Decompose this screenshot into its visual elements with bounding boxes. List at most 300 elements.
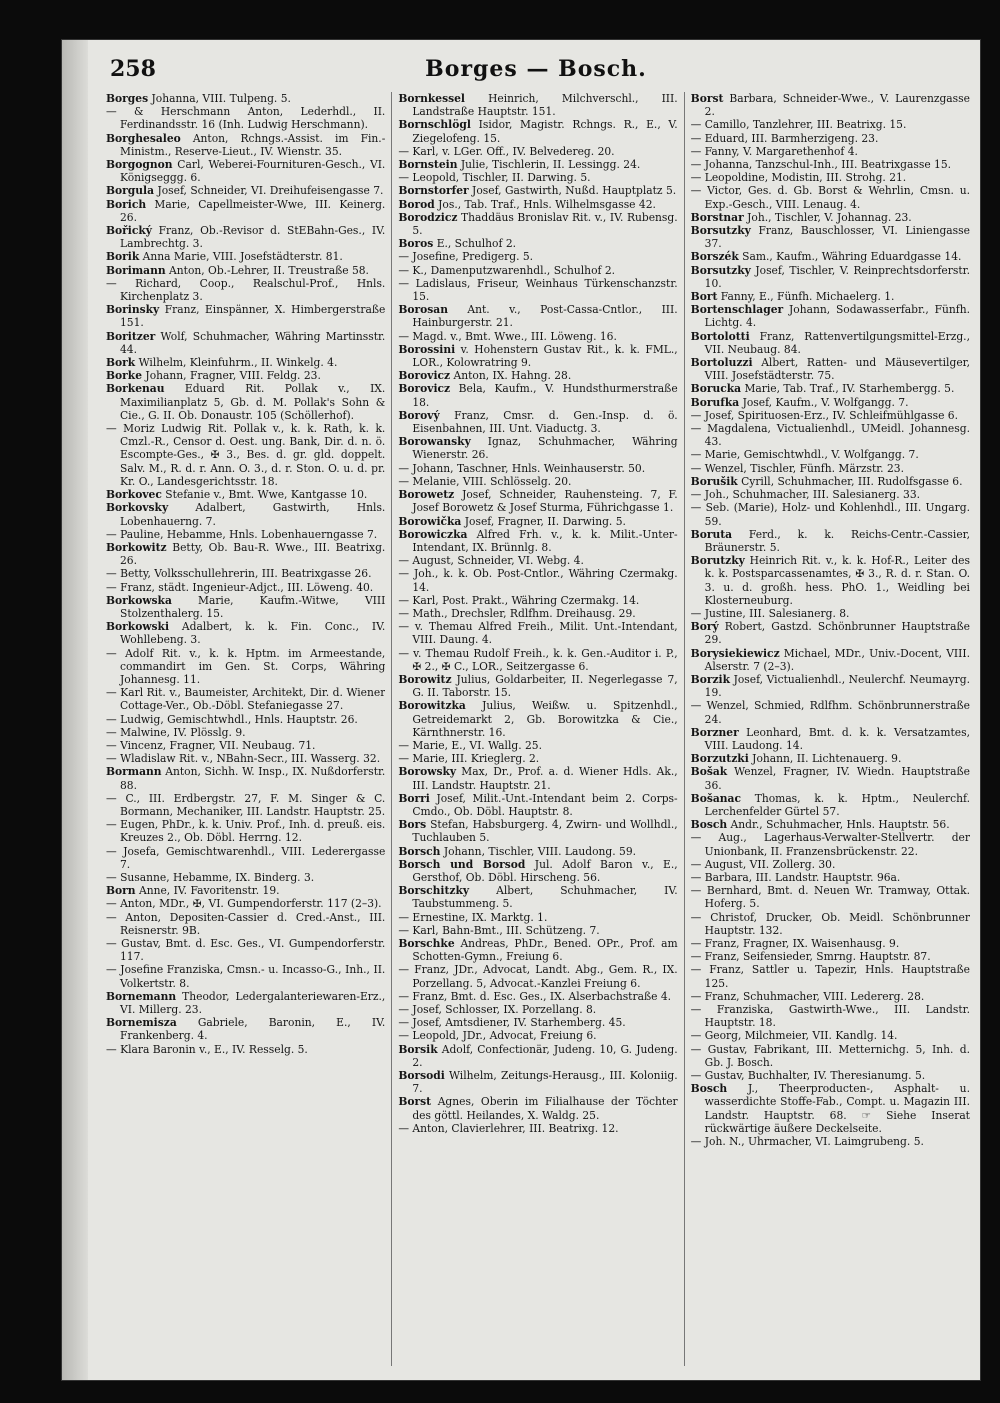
entry-details: — Joh. N., Uhrmacher, VI. Laimgrubeng. 5. [690,1135,924,1149]
entry-details: Gabriele, Baronin, E., IV. Frankenberg. 4. [120,1016,386,1043]
entry-details: — Gustav, Bmt. d. Esc. Ges., VI. Gumpendorferstr. 117. [106,937,386,964]
directory-entry [398,1016,677,1029]
directory-entry [691,1069,970,1082]
directory-entry [691,184,970,210]
entry-surname: Borysiekiewicz [690,646,780,660]
entry-details: v. Hohenstern Gustav Rit., k. k. FML., LOR., Kolowratring 9. [412,342,678,370]
entry-details: Josef, Milit.-Unt.-Intendant beim 2. Corps-Cmdo., Ob. Döbl. Hauptstr. 8. [412,791,678,818]
directory-entry [691,330,970,356]
directory-entry [691,448,970,461]
entry-surname: Bornemisza [106,1016,177,1030]
directory-entry [691,726,970,752]
entry-details: — Georg, Milchmeier, VII. Kandlg. 14. [690,1029,898,1043]
entry-details: Cyrill, Schuhmacher, III. Rudolfsgasse 6. [741,474,963,488]
directory-entry [398,963,677,989]
entry-surname: Bort [690,290,718,304]
directory-page [62,40,980,1380]
directory-entry [691,1043,970,1069]
directory-entry [398,765,677,791]
entry-details: Josef, Victualienhdl., Neulerchf. Neumayrg. 19. [704,672,970,700]
entry-details: Alfred Frh. v., k. k. Milit.-Unter-Intendant, IX. Brünnlg. 8. [412,527,678,554]
directory-entry [106,620,385,646]
directory-entry [398,118,677,144]
directory-entry [691,673,970,699]
entry-surname: Borovicz [398,382,451,396]
directory-entry [691,250,970,263]
directory-entry [106,818,385,844]
entry-surname: Borovicz [398,369,451,383]
entry-details: Johann, Sodawasserfabr., Fünfh. Lichtg. 4. [704,303,970,330]
entry-surname: Bork [106,356,136,370]
entry-details: Josef, Gastwirth, Nußd. Hauptplatz 5. [472,184,677,198]
entry-details: — C., III. Erdbergstr. 27, F. M. Singer & C. Bormann, Mechaniker, III. Landstr. Hauptstr. 25. [106,791,386,818]
entry-details: Stefanie v., Bmt. Wwe, Kantgasse 10. [165,488,368,502]
directory-entry [106,105,385,131]
directory-entry [106,1016,385,1042]
entry-surname: Borušik [690,474,738,488]
entry-surname: Borufka [690,395,740,409]
directory-entry [398,792,677,818]
directory-entry [691,409,970,422]
directory-entry [398,699,677,739]
entry-surname: Bormann [106,765,162,779]
directory-entry [398,184,677,197]
entry-details: — Karl Rit. v., Baumeister, Architekt, Dir. d. Wiener Cottage-Ver., Ob.-Döbl. Stefaniegasse 27. [106,686,386,713]
entry-details: Franz, Cmsr. d. Gen.-Insp. d. ö. Eisenbahnen, III. Unt. Viaductg. 3. [412,408,678,436]
directory-entry [398,475,677,488]
entry-details: Robert, Gastzd. Schönbrunner Hauptstraße 29. [704,620,970,647]
entry-surname: Bosch [690,818,728,832]
entry-details: — Leopoldine, Modistin, III. Strohg. 21. [690,171,907,185]
entry-details: — Franz, JDr., Advocat, Landt. Abg., Gem. R., IX. Porzellang. 5, Advocat.-Kanzlei Freiung 6. [398,963,678,990]
directory-entry [691,871,970,884]
directory-entry [398,739,677,752]
directory-entry [691,1135,970,1148]
entry-details: Wilhelm, Kleinfuhrm., II. Winkelg. 4. [138,356,338,370]
directory-entry [691,118,970,131]
entry-details: Max, Dr., Prof. a. d. Wiener Hdls. Ak., III. Landstr. Hauptstr. 21. [412,765,678,792]
entry-surname: Borucka [690,382,742,396]
entry-details: Anne, IV. Favoritenstr. 19. [138,884,280,898]
directory-columns [106,92,970,1366]
entry-details: — Richard, Coop., Realschul-Prof., Hnls. Kirchenplatz 3. [106,276,386,304]
directory-entry [691,290,970,303]
entry-surname: Bornschlögl [398,118,471,132]
entry-surname: Bors [398,818,427,832]
directory-entry [398,818,677,844]
entry-surname: Bošak [690,765,728,779]
entry-details: — Ladislaus, Friseur, Weinhaus Türkenschanzstr. 15. [398,276,678,304]
directory-entry [106,594,385,620]
entry-details: — Klara Baronin v., E., IV. Resselg. 5. [106,1042,308,1056]
entry-details: Carl, Weberei-Fournituren-Gesch., VI. Königseggg. 6. [120,158,386,185]
directory-entry [398,237,677,250]
directory-entry [398,488,677,514]
directory-entry [691,396,970,409]
directory-entry [691,1029,970,1042]
entry-surname: Borowetz [398,488,455,502]
directory-entry [106,884,385,897]
entry-surname: Borst [398,1095,432,1109]
entry-details: Anna Marie, VIII. Josefstädterstr. 81. [142,250,343,264]
directory-entry [106,911,385,937]
directory-entry [106,250,385,263]
entry-details: — Bernhard, Bmt. d. Neuen Wr. Tramway, Ottak. Hoferg. 5. [690,884,970,911]
entry-details: Marie, Kaufm.-Witwe, VIII Stolzenthalerg. 15. [120,593,386,620]
entry-details: Jos., Tab. Traf., Hnls. Wilhelmsgasse 42. [438,197,656,211]
directory-entry [398,92,677,118]
directory-entry [398,1029,677,1042]
column-left [106,92,385,1366]
directory-entry [691,765,970,791]
directory-entry [106,937,385,963]
directory-entry [398,515,677,528]
directory-entry [106,686,385,712]
entry-details: — Josef, Schlosser, IX. Porzellang. 8. [398,1003,597,1017]
running-title: Borges — Bosch. [425,56,647,82]
entry-surname: Bornkessel [398,92,465,105]
entry-details: Julius, Goldarbeiter, II. Negerlegasse 7, G. II. Taborstr. 15. [412,672,678,700]
directory-entry [106,541,385,567]
entry-details: Franz, Rattenvertilgungsmittel-Erzg., VII. Neubaug. 84. [704,329,970,356]
directory-entry [691,145,970,158]
entry-surname: Bornemann [106,989,177,1003]
directory-entry [691,990,970,1003]
entry-details: — Josef, Spirituosen-Erz., IV. Schleifmühlgasse 6. [690,408,958,422]
entry-details: — Karl, Bahn-Bmt., III. Schützeng. 7. [398,923,600,937]
directory-entry [106,382,385,422]
entry-details: Josef, Fragner, II. Darwing. 5. [464,514,626,528]
entry-details: Betty, Ob. Bau-R. Wwe., III. Beatrixg. 26. [120,540,386,568]
directory-entry [106,647,385,687]
directory-entry [398,211,677,237]
entry-details: Adalbert, k. k. Fin. Conc., IV. Wohllebeng. 3. [120,620,386,647]
entry-details: — Victor, Ges. d. Gb. Borst & Wehrlin, Cmsn. u. Exp.-Gesch., VIII. Lenaug. 4. [690,184,970,211]
entry-details: Johann, II. Lichtenauerg. 9. [752,752,902,766]
entry-surname: Borzner [690,725,739,739]
entry-details: Johann, Tischler, VIII. Laudong. 59. [443,844,637,858]
entry-details: Anton, Rchngs.-Assist. im Fin.-Ministm., Reserve-Lieut., IV. Wienstr. 35. [120,131,386,158]
entry-surname: Borsodi [398,1069,445,1083]
directory-entry [398,1122,677,1135]
entry-details: — Melanie, VIII. Schlösselg. 20. [398,474,572,488]
entry-details: Anton, Ob.-Lehrer, II. Treustraße 58. [169,263,369,277]
entry-details: — Franziska, Gastwirth-Wwe., III. Landstr. Hauptstr. 18. [690,1003,970,1030]
directory-entry [106,369,385,382]
entry-details: — Fanny, V. Margarethenhof 4. [690,144,858,158]
entry-details: — Josef, Amtsdiener, IV. Starhemberg. 45. [398,1016,626,1030]
entry-details: — Barbara, III. Landstr. Hauptstr. 96a. [690,870,901,884]
entry-surname: Borowansky [398,435,471,449]
entry-details: — Math., Drechsler, Rdlfhm. Dreihausg. 29. [398,606,636,620]
directory-entry [106,198,385,224]
directory-entry [398,990,677,1003]
directory-entry [691,303,970,329]
entry-surname: Borový [398,408,440,422]
entry-details: — Franz, Schuhmacher, VIII. Ledererg. 28. [690,989,925,1003]
directory-entry [398,528,677,554]
directory-entry [691,475,970,488]
entry-details: — Franz, Sattler u. Tapezir, Hnls. Hauptstraße 125. [690,963,970,990]
entry-details: — Moriz Ludwig Rit. Pollak v., k. k. Rath, k. k. Cmzl.-R., Censor d. Oest. ung. Bank, Dir. d. n. ö. Escompte-Ges., ✠ 3., Bes. d. gr. gld. doppelt. Salv. M., R. d. r. Ann. O. 3., d. r. Ston. O. u. d. pr. Kr. O., Landesgerichtsstr. 18. [106,422,386,488]
directory-entry [398,937,677,963]
entry-details: Andr., Schuhmacher, Hnls. Hauptstr. 56. [730,818,950,832]
directory-entry [691,528,970,554]
entry-surname: Borgula [106,184,155,198]
directory-entry [691,211,970,224]
entry-surname: Borod [398,197,435,211]
directory-entry [398,435,677,461]
entry-details: — August, Schneider, VI. Webg. 4. [398,554,584,568]
entry-details: — Joh., k. k. Ob. Post-Cntlor., Währing Czermakg. 14. [398,567,678,594]
directory-entry [106,303,385,329]
directory-entry [106,713,385,726]
entry-details: — Leopold, Tischler, II. Darwing. 5. [398,171,591,185]
entry-details: Wolf, Schuhmacher, Währing Martinsstr. 44. [120,329,386,356]
directory-entry [691,264,970,290]
entry-details: — Vincenz, Fragner, VII. Neubaug. 71. [106,738,316,752]
entry-surname: Borghesaleo [106,131,181,145]
directory-entry [691,699,970,725]
entry-details: Adalbert, Gastwirth, Hnls. Lobenhauerng. 7. [120,501,386,528]
entry-details: Josef, Kaufm., V. Wolfgangg. 7. [742,395,909,409]
entry-details: — August, VII. Zollerg. 30. [690,857,836,871]
directory-entry [398,884,677,910]
directory-entry [398,647,677,673]
entry-details: Julius, Weißw. u. Spitzenhdl., Getreidemarkt 2, Gb. Borowitzka & Cie., Kärnthnerstr. 16. [412,699,678,739]
directory-entry [691,884,970,910]
entry-details: — Josefine Franziska, Cmsn.- u. Incasso-G., Inh., II. Volkertstr. 8. [106,963,386,990]
entry-details: — Wenzel, Tischler, Fünfh. Märzstr. 23. [690,461,904,475]
entry-surname: Bortoluzzi [690,356,753,370]
directory-entry [106,752,385,765]
directory-entry [398,250,677,263]
entry-details: — Malwine, IV. Plösslg. 9. [106,725,246,739]
entry-details: Isidor, Magistr. Rchngs. R., E., V. Ziegelofeng. 15. [412,118,678,145]
entry-details: Albert, Schuhmacher, IV. Taubstummeng. 5. [412,884,678,911]
entry-details: — Franz, Fragner, IX. Waisenhausg. 9. [690,937,900,950]
page-header [110,56,962,84]
directory-entry [398,171,677,184]
directory-entry [398,924,677,937]
directory-entry [106,567,385,580]
entry-details: — Anton, MDr., ✠, VI. Gumpendorferstr. 117 (2–3). [106,897,382,911]
entry-surname: Boros [398,237,434,251]
entry-surname: Borinsky [106,303,160,317]
directory-entry [106,792,385,818]
entry-details: Josef, Schneider, Rauhensteing. 7, F. Josef Borowetz & Josef Sturma, Führichgasse 1. [412,488,678,515]
entry-details: Albert, Ratten- und Mäusevertilger, VIII. Josefstädterstr. 75. [704,356,970,383]
entry-surname: Bořický [106,224,152,238]
entry-details: — Joh., Schuhmacher, III. Salesianerg. 33. [690,488,921,502]
entry-details: — Adolf Rit. v., k. k. Hptm. im Armeestande, commandirt im Gen. St. Corps, Währing Johannesg. 11. [106,646,386,686]
entry-details: Marie, Tab. Traf., IV. Starhembergg. 5. [744,382,955,396]
directory-entry [691,501,970,527]
entry-surname: Born [106,884,136,898]
directory-entry [691,132,970,145]
directory-entry [106,1043,385,1056]
directory-entry [691,752,970,765]
directory-entry [398,409,677,435]
entry-surname: Borimann [106,263,166,277]
directory-entry [691,607,970,620]
entry-details: Johann, Fragner, VIII. Feldg. 23. [145,369,321,383]
entry-details: — v. Themau Rudolf Freih., k. k. Gen.-Auditor i. P., ✠ 2., ✠ C., LOR., Seitzergasse 6. [398,646,678,673]
directory-entry [691,858,970,871]
entry-surname: Borsch [398,844,441,858]
directory-entry [691,937,970,950]
directory-entry [398,554,677,567]
directory-entry [398,198,677,211]
entry-details: Ignaz, Schuhmacher, Währing Wienerstr. 26. [412,435,678,462]
directory-entry [398,673,677,699]
entry-surname: Borowiczka [398,527,468,541]
directory-entry [398,594,677,607]
entry-details: — & Herschmann Anton, Lederhdl., II. Ferdinandsstr. 16 (Inh. Ludwig Herschmann). [106,105,386,132]
entry-surname: Borich [106,197,147,211]
entry-surname: Borossini [398,342,456,356]
entry-surname: Borri [398,791,430,805]
entry-details: — Karl, v. LGer. Off., IV. Belvedereg. 20. [398,144,615,158]
entry-surname: Borowička [398,514,462,528]
entry-details: Barbara, Schneider-Wwe., V. Laurenzgasse 2. [704,92,970,119]
entry-details: Michael, MDr., Univ.-Docent, VIII. Alserstr. 7 (2–3). [704,646,970,673]
entry-details: Ant. v., Post-Cassa-Cntlor., III. Hainburgerstr. 21. [412,303,678,330]
entry-details: Joh., Tischler, V. Johannag. 23. [747,210,912,224]
entry-details: Anton, Sichh. W. Insp., IX. Nußdorferstr. 88. [120,765,386,792]
entry-surname: Borowitz [398,672,452,686]
entry-details: Eduard Rit. Pollak v., IX. Maximilianplatz 5, Gb. d. M. Pollak's Sohn & Cie., G. II. Ob. Donaustr. 105 (Schöllerhof). [120,382,386,422]
directory-entry [398,277,677,303]
entry-details: Franz, Bauschlosser, VI. Liniengasse 37. [704,224,970,251]
entry-details: — Franz, Bmt. d. Esc. Ges., IX. Alserbachstraße 4. [398,989,672,1003]
entry-details: Julie, Tischlerin, II. Lessingg. 24. [460,158,641,172]
entry-details: — v. Themau Alfred Freih., Milit. Unt.-Intendant, VIII. Daung. 4. [398,620,678,647]
entry-details: Jul. Adolf Baron v., E., Gersthof, Ob. Döbl. Hirscheng. 56. [412,857,678,884]
entry-surname: Borschitzky [398,884,470,898]
entry-surname: Bornstein [398,158,458,172]
entry-details: E., Schulhof 2. [436,237,517,251]
entry-surname: Borszék [690,250,739,264]
entry-details: — Susanne, Hebamme, IX. Binderg. 3. [106,870,315,884]
entry-details: — Camillo, Tanzlehrer, III. Beatrixg. 15. [690,118,907,132]
directory-entry [106,528,385,541]
directory-entry [691,963,970,989]
directory-entry [691,382,970,395]
entry-surname: Borsutzky [690,224,751,238]
directory-entry [691,831,970,857]
directory-entry [691,356,970,382]
directory-entry [106,277,385,303]
directory-entry [691,818,970,831]
directory-entry [106,739,385,752]
directory-entry [398,752,677,765]
entry-details: — Marie, III. Krieglerg. 2. [398,752,540,766]
directory-entry [398,1095,677,1121]
directory-entry [691,792,970,818]
entry-surname: Bornstorfer [398,184,469,198]
entry-details: — Justine, III. Salesianerg. 8. [690,606,850,620]
directory-entry [106,726,385,739]
entry-details: — Gustav, Fabrikant, III. Metternichg. 5, Inh. d. Gb. J. Bosch. [690,1042,970,1069]
directory-entry [398,911,677,924]
entry-details: Thaddäus Bronislav Rit. v., IV. Rubensg. 5. [412,210,678,238]
entry-details: Marie, Capellmeister-Wwe, III. Keinerg. 26. [120,197,386,224]
entry-details: — Ludwig, Gemischtwhdl., Hnls. Hauptstr. 26. [106,712,358,726]
directory-entry [691,647,970,673]
entry-surname: Bortolotti [690,329,750,343]
entry-surname: Borsutzky [690,263,751,277]
entry-details: Stefan, Habsburgerg. 4, Zwirn- und Wollhdl., Tuchlauben 5. [412,818,678,845]
directory-entry [691,422,970,448]
entry-surname: Borkowska [106,593,172,607]
directory-entry [398,343,677,369]
directory-entry [106,871,385,884]
directory-entry [398,330,677,343]
entry-details: — Betty, Volksschullehrerin, III. Beatrixgasse 26. [106,567,372,581]
entry-details: Fanny, E., Fünfh. Michaelerg. 1. [720,290,895,304]
entry-surname: Borst [690,92,724,105]
entry-surname: Borkowski [106,620,170,634]
entry-surname: Borosan [398,303,448,317]
entry-surname: Borstnar [690,210,744,224]
entry-surname: Borsik [398,1042,438,1056]
entry-details: — Aug., Lagerhaus-Verwalter-Stellvertr. der Unionbank, II. Franzensbrückenstr. 22. [690,831,970,858]
entry-surname: Borzutzki [690,752,749,766]
entry-details: Josef, Schneider, VI. Dreihufeisengasse 7. [157,184,384,198]
entry-details: — Anton, Depositen-Cassier d. Cred.-Anst., III. Reisnerstr. 9B. [106,910,386,937]
entry-surname: Borgognon [106,158,173,172]
column-middle [391,92,677,1366]
entry-details: — Magd. v., Bmt. Wwe., III. Löweng. 16. [398,329,617,343]
entry-surname: Borzik [690,672,730,686]
entry-details: — Josefa, Gemischtwarenhdl., VIII. Lederergasse 7. [106,844,386,871]
directory-entry [398,382,677,408]
entry-details: — Johann, Taschner, Hnls. Weinhauserstr. 50. [398,461,646,475]
directory-entry [106,897,385,910]
entry-surname: Borowsky [398,765,457,779]
directory-entry [106,356,385,369]
entry-details: Adolf, Confectionär, Judeng. 10, G. Judeng. 2. [412,1042,678,1069]
directory-entry [106,963,385,989]
directory-entry [691,462,970,475]
directory-entry [106,264,385,277]
entry-details: — Karl, Post. Prakt., Währing Czermakg. 14. [398,593,640,607]
directory-entry [691,1003,970,1029]
directory-entry [106,224,385,250]
directory-entry [106,422,385,488]
directory-entry [398,158,677,171]
entry-details: — Wladislaw Rit. v., NBahn-Secr., III. Wasserg. 32. [106,752,381,766]
entry-details: — Johanna, Tanzschul-Inh., III. Beatrixgasse 15. [690,158,952,172]
directory-entry [398,1043,677,1069]
directory-entry [398,462,677,475]
directory-entry [398,264,677,277]
entry-surname: Borkovec [106,488,162,502]
entry-details: — Marie, E., VI. Wallg. 25. [398,738,542,752]
entry-surname: Borke [106,369,142,383]
entry-surname: Borges [106,92,149,105]
directory-entry [398,567,677,593]
entry-surname: Borkovsky [106,501,169,515]
entry-surname: Boritzer [106,329,156,343]
directory-entry [398,1069,677,1095]
entry-surname: Borsch und Borsod [398,857,526,871]
column-right [684,92,970,1366]
directory-entry [106,184,385,197]
entry-details: Franz, Einspänner, X. Himbergerstraße 151. [120,303,386,330]
entry-surname: Borkowitz [106,540,167,554]
